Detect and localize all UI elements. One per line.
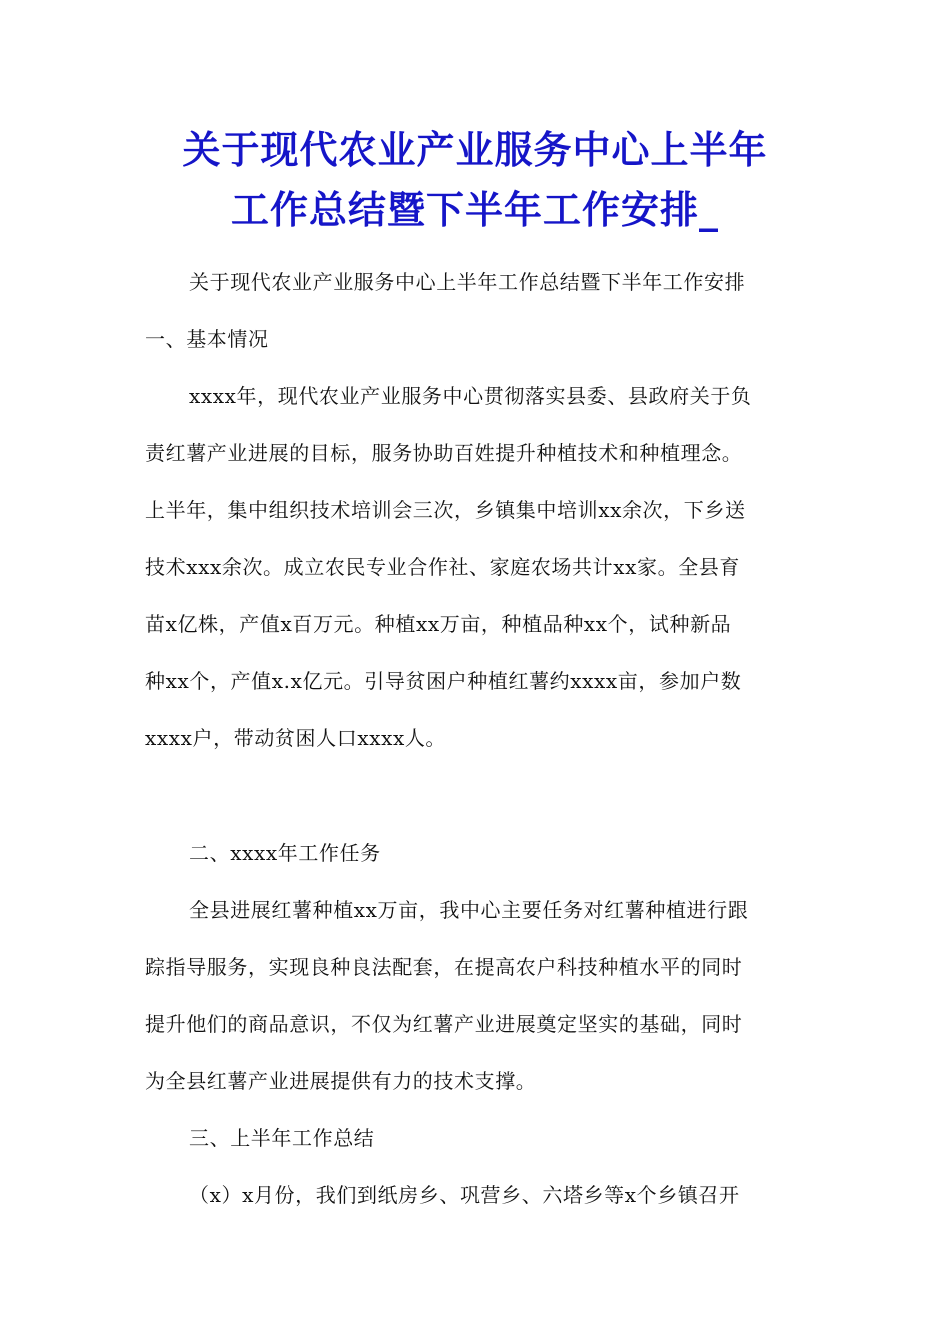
heading-basic-situation: 一、基本情况 (145, 327, 269, 351)
title-line-1: 关于现代农业产业服务中心上半年 (182, 128, 768, 172)
paragraph-line: 全县进展红薯种植xx万亩，我中心主要任务对红薯种植进行跟 (189, 898, 749, 922)
title-line-2: 工作总结暨下半年工作安排_ (230, 188, 719, 232)
paragraph-line: xxxx户，带动贫困人口xxxx人。 (145, 726, 447, 750)
subtitle-paragraph: 关于现代农业产业服务中心上半年工作总结暨下半年工作安排 (189, 270, 746, 294)
heading-work-tasks: 二、xxxx年工作任务 (189, 841, 381, 865)
paragraph-line: 责红薯产业进展的目标，服务协助百姓提升种植技术和种植理念。 (145, 441, 743, 465)
heading-half-year-summary: 三、上半年工作总结 (189, 1126, 375, 1150)
paragraph-line: 踪指导服务，实现良种良法配套，在提高农户科技种植水平的同时 (145, 955, 743, 979)
paragraph-line: xxxx年，现代农业产业服务中心贯彻落实县委、县政府关于负 (189, 384, 752, 408)
document-title (120, 120, 830, 240)
paragraph-line: 苗x亿株，产值x百万元。种植xx万亩，种植品种xx个，试种新品 (145, 612, 732, 636)
paragraph-line: 提升他们的商品意识，不仅为红薯产业进展奠定坚实的基础，同时 (145, 1012, 743, 1036)
paragraph-line: 技术xxx余次。成立农民专业合作社、家庭农场共计xx家。全县育 (145, 555, 740, 579)
paragraph-line: （x）x月份，我们到纸房乡、巩营乡、六塔乡等x个乡镇召开 (189, 1183, 740, 1207)
paragraph-line: 上半年，集中组织技术培训会三次，乡镇集中培训xx余次，下乡送 (145, 498, 746, 522)
section-work-tasks (145, 825, 810, 1224)
paragraph-line: 为全县红薯产业进展提供有力的技术支撑。 (145, 1069, 537, 1093)
paragraph-line: 种xx个，产值x.x亿元。引导贫困户种植红薯约xxxx亩，参加户数 (145, 669, 742, 693)
section-basic-info (145, 254, 810, 767)
